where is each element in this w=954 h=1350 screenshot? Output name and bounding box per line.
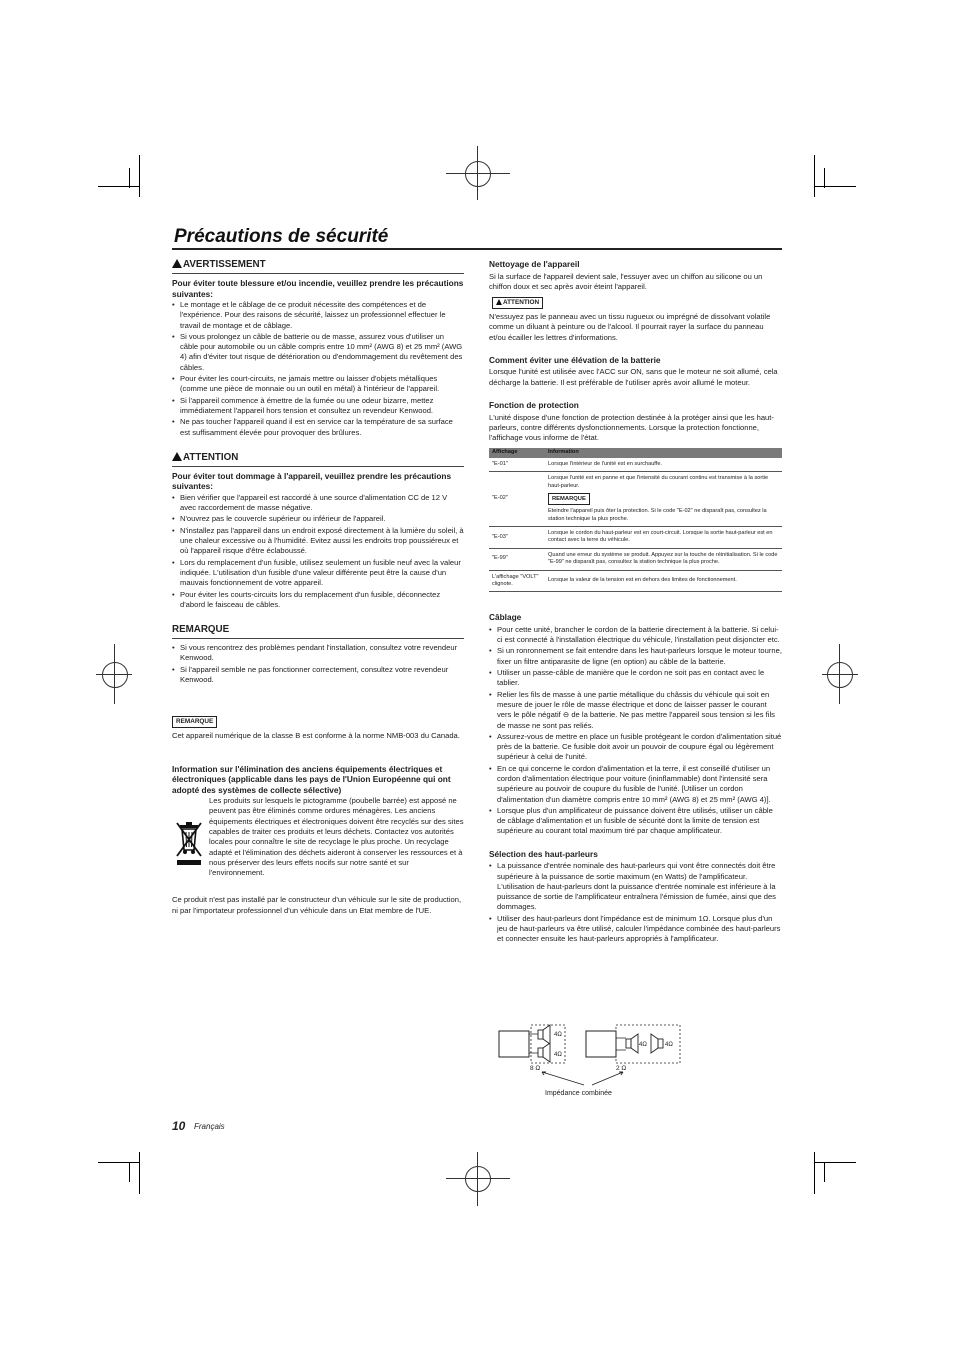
table-cell: "E-01" xyxy=(489,458,545,472)
list-item: • En ce qui concerne le cordon d'alimentation et la terre, il est conseillé d'utiliser un cordon d'alimentation électrique pour voiture (ininflammable) dont l'intensité sera supérieure au pouvoir de coupure du fusible de l'unité. [Utiliser un cordon d'alimentation d'un diamètre compris entre 10 mm² (AWG 8) et 25 mm² (AWG 4)]. xyxy=(489,764,782,805)
crop-mark xyxy=(139,1152,140,1194)
note-heading: REMARQUE xyxy=(172,624,464,639)
caution-list xyxy=(172,493,464,610)
table-cell: Lorsque l'intérieur de l'unité est en surchauffe. xyxy=(545,458,782,472)
registration-line xyxy=(114,644,115,704)
table-cell: Lorsque la valeur de la tension est en dehors des limites de fonctionnement. xyxy=(545,570,782,592)
page-language: Français xyxy=(194,1122,225,1131)
impedance-total: 2 Ω xyxy=(616,1065,627,1072)
speakers-heading: Sélection des haut-parleurs xyxy=(489,848,598,859)
warning-icon xyxy=(496,299,502,305)
remark-text: Cet appareil numérique de la classe B est conforme à la norme NMB-003 du Canada. xyxy=(172,731,460,741)
list-item: • Utiliser un passe-câble de manière que le cordon ne soit pas en contact avec le tablier. xyxy=(489,668,782,689)
list-item: • Bien vérifier que l'appareil est raccordé à une source d'alimentation CC de 12 V avec raccordement de masse négative. xyxy=(172,493,464,514)
list-item: • Si un ronronnement se fait entendre dans les haut-parleurs lorsque le moteur tourne, fixer un filtre antiparasite de ligne (en option) au câble de la batterie. xyxy=(489,646,782,667)
table-row xyxy=(489,570,782,592)
registration-line xyxy=(477,1152,478,1206)
warning-lead: Pour éviter toute blessure et/ou incendie, veuillez prendre les précautions suivantes: xyxy=(172,278,464,299)
remark-block xyxy=(172,716,464,741)
speaker-icon xyxy=(538,1043,550,1062)
table-cell: "E-99" xyxy=(489,548,545,570)
crop-mark xyxy=(824,168,825,188)
list-item: • Si l'appareil semble ne pas fonctionner correctement, consultez votre revendeur Kenwood. xyxy=(172,665,464,686)
warning-icon xyxy=(172,259,182,268)
cleaning-tag-wrap xyxy=(492,297,782,309)
crop-mark xyxy=(98,186,139,187)
table-tag-wrap xyxy=(548,493,779,505)
speaker-label: 4Ω xyxy=(639,1042,647,1048)
battery-heading: Comment éviter une élévation de la batterie xyxy=(489,354,661,365)
table-cell: Quand une erreur du système se produit. Appuyez sur la touche de réinitialisation. Si le code "E-99" ne disparaît pas, consultez la station technique la plus proche. xyxy=(545,548,782,570)
table-cell: Lorsque le cordon du haut-parleur est en court-circuit. Lorsque la sortie haut-parleur est en contact avec la terre du véhicule. xyxy=(545,526,782,548)
list-item: • Le montage et le câblage de ce produit nécessite des compétences et de l'expérience. Pour des raisons de sécurité, laissez un professionnel effectuer le travail de montage et de câblage. xyxy=(172,300,464,331)
page-title: Précautions de sécurité xyxy=(174,226,389,247)
registration-mark xyxy=(465,161,491,187)
registration-line xyxy=(822,674,858,675)
table-cell xyxy=(545,472,782,527)
cleaning-heading: Nettoyage de l'appareil xyxy=(489,259,580,269)
list-item: • Pour cette unité, brancher le cordon de la batterie directement à la batterie. Si celui-ci est connecté à l'installation électrique du véhicule, l'installation peut disjoncter etc. xyxy=(489,625,782,646)
crop-mark xyxy=(129,1162,130,1182)
registration-line xyxy=(446,173,510,174)
column-header: Information xyxy=(545,448,782,457)
speaker-icon xyxy=(626,1034,638,1053)
list-item: • N'ouvrez pas le couvercle supérieur ou inférieur de l'appareil. xyxy=(172,514,464,524)
warning-icon xyxy=(172,452,182,461)
speaker-label: 4Ω xyxy=(554,1032,562,1038)
crop-mark xyxy=(98,1162,139,1163)
cleaning-text: Si la surface de l'appareil devient sale, l'essuyer avec un chiffon au silicone ou un chiffon doux et sec après avoir éteint l'appareil. xyxy=(489,271,763,291)
table-row xyxy=(489,472,782,527)
crop-mark xyxy=(814,155,815,197)
wiring-heading: Câblage xyxy=(489,612,522,623)
oem-text: Ce produit n'est pas installé par le constructeur d'un véhicule sur le site de production, ni par l'importateur professionnel d'un véhicule dans un Etat membre de l'UE. xyxy=(172,895,462,915)
list-item: • Si vous prolongez un câble de batterie ou de masse, assurez vous d'utiliser un câble pour automobile ou un câble compris entre 10 mm² (AWG 8) et 25 mm² (AWG 4) afin d'éviter tout risque de détérioration ou d'endommagement du revêtement des câbles. xyxy=(172,332,464,373)
warning-heading-text: AVERTISSEMENT xyxy=(183,259,266,270)
speaker-label: 4Ω xyxy=(665,1042,673,1048)
speaker-label: 4Ω xyxy=(554,1052,562,1058)
remark-tag: REMARQUE xyxy=(548,493,590,505)
caution-lead: Pour éviter tout dommage à l'appareil, veuillez prendre les précautions suivantes: xyxy=(172,470,452,492)
list-item: • Ne pas toucher l'appareil quand il est en service car la température de sa surface est suffisamment élevée pour provoquer des brûlures. xyxy=(172,417,464,438)
note-list xyxy=(172,643,464,685)
registration-mark xyxy=(102,662,128,688)
list-item: • Si l'appareil commence à émettre de la fumée ou une odeur bizarre, mettez immédiatement l'appareil hors tension et consultez un revendeur Kenwood. xyxy=(172,396,464,417)
remark-tag: REMARQUE xyxy=(172,716,217,728)
crop-mark xyxy=(139,155,140,197)
protection-text: L'unité dispose d'une fonction de protection destinée à la protéger ainsi que les haut-parleurs, contre différents dysfonctionnements. Lorsque la protection fonctionne, l'affichage vous informe de l'état. xyxy=(489,412,774,443)
protection-table xyxy=(489,448,782,592)
list-item: • Si vous rencontrez des problèmes pendant l'installation, consultez votre revendeur Kenwood. xyxy=(172,643,464,664)
table-row xyxy=(489,458,782,472)
list-item: • N'installez pas l'appareil dans un endroit exposé directement à la lumière du soleil, à une chaleur excessive ou à l'humidité. Evitez aussi les endroits trop poussiéreux et où l'appareil risque d'être éclaboussé. xyxy=(172,526,464,557)
warning-list xyxy=(172,300,464,438)
table-cell-info: Lorsque l'unité est en panne et que l'intensité du courant continu est transmise à la sortie haut-parleur. xyxy=(548,475,769,489)
crop-mark xyxy=(824,1162,825,1182)
impedance-total: 8 Ω xyxy=(530,1065,541,1072)
list-item: • La puissance d'entrée nominale des haut-parleurs qui vont être connectés doit être supérieure à la puissance de sortie maximum (en Watts) de l'amplificateur. L'utilisation de haut-parleurs dont la puissance d'entrée nominale est inférieure à la puissance de sortie de l'amplificateur entraînera l'émission de fumée, ainsi que des dommages. xyxy=(489,861,782,912)
caution-tag xyxy=(492,297,543,309)
page-number: 10 xyxy=(172,1119,186,1133)
amplifier-box xyxy=(586,1031,616,1057)
table-cell: L'affichage "VOLT" clignote. xyxy=(489,570,545,592)
disposal-heading: Information sur l'élimination des anciens équipements électriques et électroniques (applicable dans les pays de l'Union Européenne qui ont adopté des systèmes de collecte sélective) xyxy=(172,763,451,795)
protection-heading: Fonction de protection xyxy=(489,400,579,411)
table-cell: "E-02" xyxy=(489,472,545,527)
list-item: • Lors du remplacement d'un fusible, utilisez seulement un fusible neuf avec la valeur indiquée. L'utilisation d'un fusible d'une valeur différente peut être la cause d'un mauvais fonctionnement de votre appareil. xyxy=(172,558,464,589)
warning-heading xyxy=(172,259,464,274)
disposal-text: Les produits sur lesquels le pictogramme (poubelle barrée) est apposé ne peuvent pas être éliminés comme ordures ménagères. Les anciens équipements électriques et électroniques doivent être recyclés sur des sites capables de traiter ces produits et leurs déchets. Contactez vos autorités locales pour connaître le site de recyclage le plus proche. Un recyclage adapté et l'élimination des déchets aideront à conserver les ressources et à nous préserver des leurs effets nocifs sur notre santé et sur l'environnement. xyxy=(209,796,464,878)
table-header-row xyxy=(489,448,782,457)
table-row xyxy=(489,548,782,570)
right-column xyxy=(489,259,782,946)
registration-mark xyxy=(465,1166,491,1192)
registration-mark xyxy=(827,662,853,688)
caution-heading-text: ATTENTION xyxy=(183,451,239,463)
registration-line xyxy=(446,1178,510,1179)
crop-mark xyxy=(814,1162,856,1163)
caution-heading xyxy=(172,452,464,467)
registration-line xyxy=(839,644,840,704)
list-item: • Pour éviter les court-circuits, ne jamais mettre ou laisser d'objets métalliques (comme une pièce de monnaie ou un outil en métal) à l'intérieur de l'appareil. xyxy=(172,374,464,395)
speakers-list xyxy=(489,861,782,944)
table-row xyxy=(489,526,782,548)
table-cell: "E-03" xyxy=(489,526,545,548)
caution-tag-text: ATTENTION xyxy=(503,299,540,307)
registration-line xyxy=(477,146,478,200)
left-column xyxy=(172,259,464,916)
list-item: • Assurez-vous de mettre en place un fusible protégeant le cordon d'alimentation situé près de la batterie. Ce fusible doit avoir un pouvoir de coupure égal ou légèrement supérieur à celui de l'unité. xyxy=(489,732,782,763)
crop-mark xyxy=(814,1152,815,1194)
title-rule xyxy=(172,248,782,250)
table-cell-note: Eteindre l'appareil puis ôter la protection. Si le code "E-02" ne disparaît pas, consultez la station technique la plus proche. xyxy=(548,508,767,522)
speaker-impedance-diagram xyxy=(498,1022,688,1102)
wiring-list xyxy=(489,625,782,837)
crop-mark xyxy=(129,168,130,188)
amplifier-box xyxy=(499,1031,529,1057)
crossed-bin-icon xyxy=(174,818,204,866)
list-item: • Pour éviter les courts-circuits lors du remplacement d'un fusible, déconnectez d'abord le faisceau de câbles. xyxy=(172,590,464,611)
list-item: • Lorsque plus d'un amplificateur de puissance doivent être utilisés, utiliser un câble de câblage d'alimentation et un fusible de sécurité dont la limite de tension est supérieure au courant total maximum tiré par chaque amplificateur. xyxy=(489,806,782,837)
column-header: Affichage xyxy=(489,448,545,457)
list-item: • Utiliser des haut-parleurs dont l'impédance est de minimum 1Ω. Lorsque plus d'un jeu de haut-parleurs va être utilisé, calculer l'impédance combinée des haut-parleurs et connecter ensuite les haut-parleurs appropriés à l'amplificateur. xyxy=(489,914,782,945)
speaker-icon xyxy=(538,1025,550,1044)
diagram-caption: Impédance combinée xyxy=(545,1090,612,1097)
cleaning-caution: N'essuyez pas le panneau avec un tissu rugueux ou imprégné de dissolvant volatile comme un diluant à peinture ou de l'alcool. Il pourrait rayer la surface du panneau et/ou écailler les lettres d'informations. xyxy=(489,312,771,342)
speaker-icon xyxy=(651,1034,663,1053)
crop-mark xyxy=(814,186,856,187)
list-item: • Relier les fils de masse à une partie métallique du châssis du véhicule qui soit en mesure de jouer le rôle de masse électrique et donc de laisser passer le courant vers le pôle négatif ⊖ de la batterie. Ne pas mettre l'appareil sous tension si les fils de masse ne sont pas reliés. xyxy=(489,690,782,731)
battery-text: Lorsque l'unité est utilisée avec l'ACC sur ON, sans que le moteur ne soit allumé, cela décharge la batterie. Il est préférable de l'utiliser après avoir allumé le moteur. xyxy=(489,367,778,387)
